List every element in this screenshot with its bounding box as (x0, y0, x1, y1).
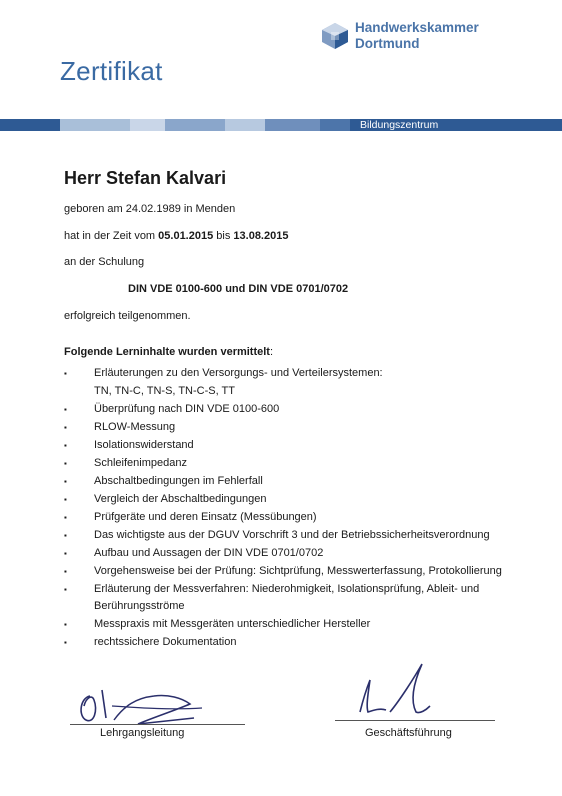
contents-list (64, 365, 534, 652)
signature-label-left: Lehrgangsleitung (100, 727, 185, 739)
list-item (64, 581, 534, 616)
period-from: 05.01.2015 (158, 230, 214, 242)
list-item-continuation: Berührungsströme (94, 600, 185, 612)
list-item (64, 634, 534, 652)
list-item (64, 563, 534, 581)
hwk-logo-icon (321, 22, 349, 50)
course-name: DIN VDE 0100-600 und DIN VDE 0701/0702 (128, 283, 349, 295)
list-item-text: Messpraxis mit Messgeräten unterschiedlicher Hersteller (94, 618, 371, 630)
header-color-band (0, 119, 562, 131)
list-item (64, 365, 534, 400)
list-item-text: Aufbau und Aussagen der DIN VDE 0701/0702 (94, 546, 324, 559)
list-item-text: Erläuterung der Messverfahren: Niederohmigkeit, Isolationsprüfung, Ableit- und (94, 582, 480, 595)
list-item-text: Vergleich der Abschaltbedingungen (94, 492, 267, 505)
bullet-icon: ▪ (64, 512, 67, 522)
list-item (64, 455, 534, 473)
course-period (64, 230, 288, 242)
list-item (64, 527, 534, 545)
period-to: 13.08.2015 (233, 230, 289, 242)
bullet-icon: ▪ (64, 494, 67, 504)
bullet-icon: ▪ (64, 584, 67, 594)
bullet-icon: ▪ (64, 458, 67, 468)
bullet-icon: ▪ (64, 638, 67, 647)
bullet-icon: ▪ (64, 422, 67, 432)
bullet-icon: ▪ (64, 369, 67, 378)
list-item-text: Erläuterungen zu den Versorgungs- und Verteilersystemen: (94, 367, 383, 379)
signature-right-icon (350, 660, 440, 720)
bullet-icon: ▪ (64, 620, 67, 629)
period-mid: bis (213, 230, 234, 242)
list-item-text: Abschaltbedingungen im Fehlerfall (94, 474, 263, 487)
list-item-text: RLOW-Messung (94, 420, 176, 433)
period-prefix: hat in der Zeit vom (64, 230, 159, 242)
list-item (64, 473, 534, 491)
bullet-icon: ▪ (64, 530, 67, 540)
list-item-continuation: TN, TN-C, TN-S, TN-C-S, TT (94, 384, 235, 397)
bullet-icon: ▪ (64, 548, 67, 558)
list-item-text: Prüfgeräte und deren Einsatz (Messübungen) (94, 510, 317, 523)
signature-line-left (70, 724, 245, 725)
contents-heading (64, 346, 273, 358)
bullet-icon: ▪ (64, 440, 67, 450)
list-item-text: Das wichtigste aus der DGUV Vorschrift 3 und der Betriebssicherheitsverordnung (94, 528, 490, 541)
course-intro: an der Schulung (64, 256, 145, 268)
list-item (64, 509, 534, 527)
organization-name-line2: Dortmund (355, 36, 420, 51)
birth-info: geboren am 24.02.1989 in Menden (64, 203, 236, 215)
list-item-text: Überprüfung nach DIN VDE 0100-600 (94, 402, 280, 415)
list-item (64, 437, 534, 455)
list-item (64, 616, 534, 634)
list-item-text: rechtssichere Dokumentation (94, 636, 237, 648)
organization-name-line1: Handwerkskammer (355, 20, 479, 35)
contents-heading-colon: : (269, 346, 274, 358)
bullet-icon: ▪ (64, 404, 67, 414)
bullet-icon: ▪ (64, 476, 67, 486)
list-item (64, 491, 534, 509)
contents-heading-text: Folgende Lerninhalte wurden vermittelt (64, 346, 270, 358)
bullet-icon: ▪ (64, 566, 67, 576)
list-item-text: Vorgehensweise bei der Prüfung: Sichtprüfung, Messwerterfassung, Protokollierung (94, 564, 502, 577)
completion-text: erfolgreich teilgenommen. (64, 310, 191, 322)
band-label: Bildungszentrum (360, 119, 439, 131)
list-item-text: Isolationswiderstand (94, 438, 194, 451)
document-title: Zertifikat (60, 56, 163, 86)
list-item (64, 419, 534, 437)
recipient-name: Herr Stefan Kalvari (64, 168, 227, 188)
list-item (64, 401, 534, 419)
list-item-text: Schleifenimpedanz (94, 456, 187, 469)
signature-label-right: Geschäftsführung (365, 727, 452, 739)
list-item (64, 545, 534, 563)
signature-line-right (335, 720, 495, 721)
